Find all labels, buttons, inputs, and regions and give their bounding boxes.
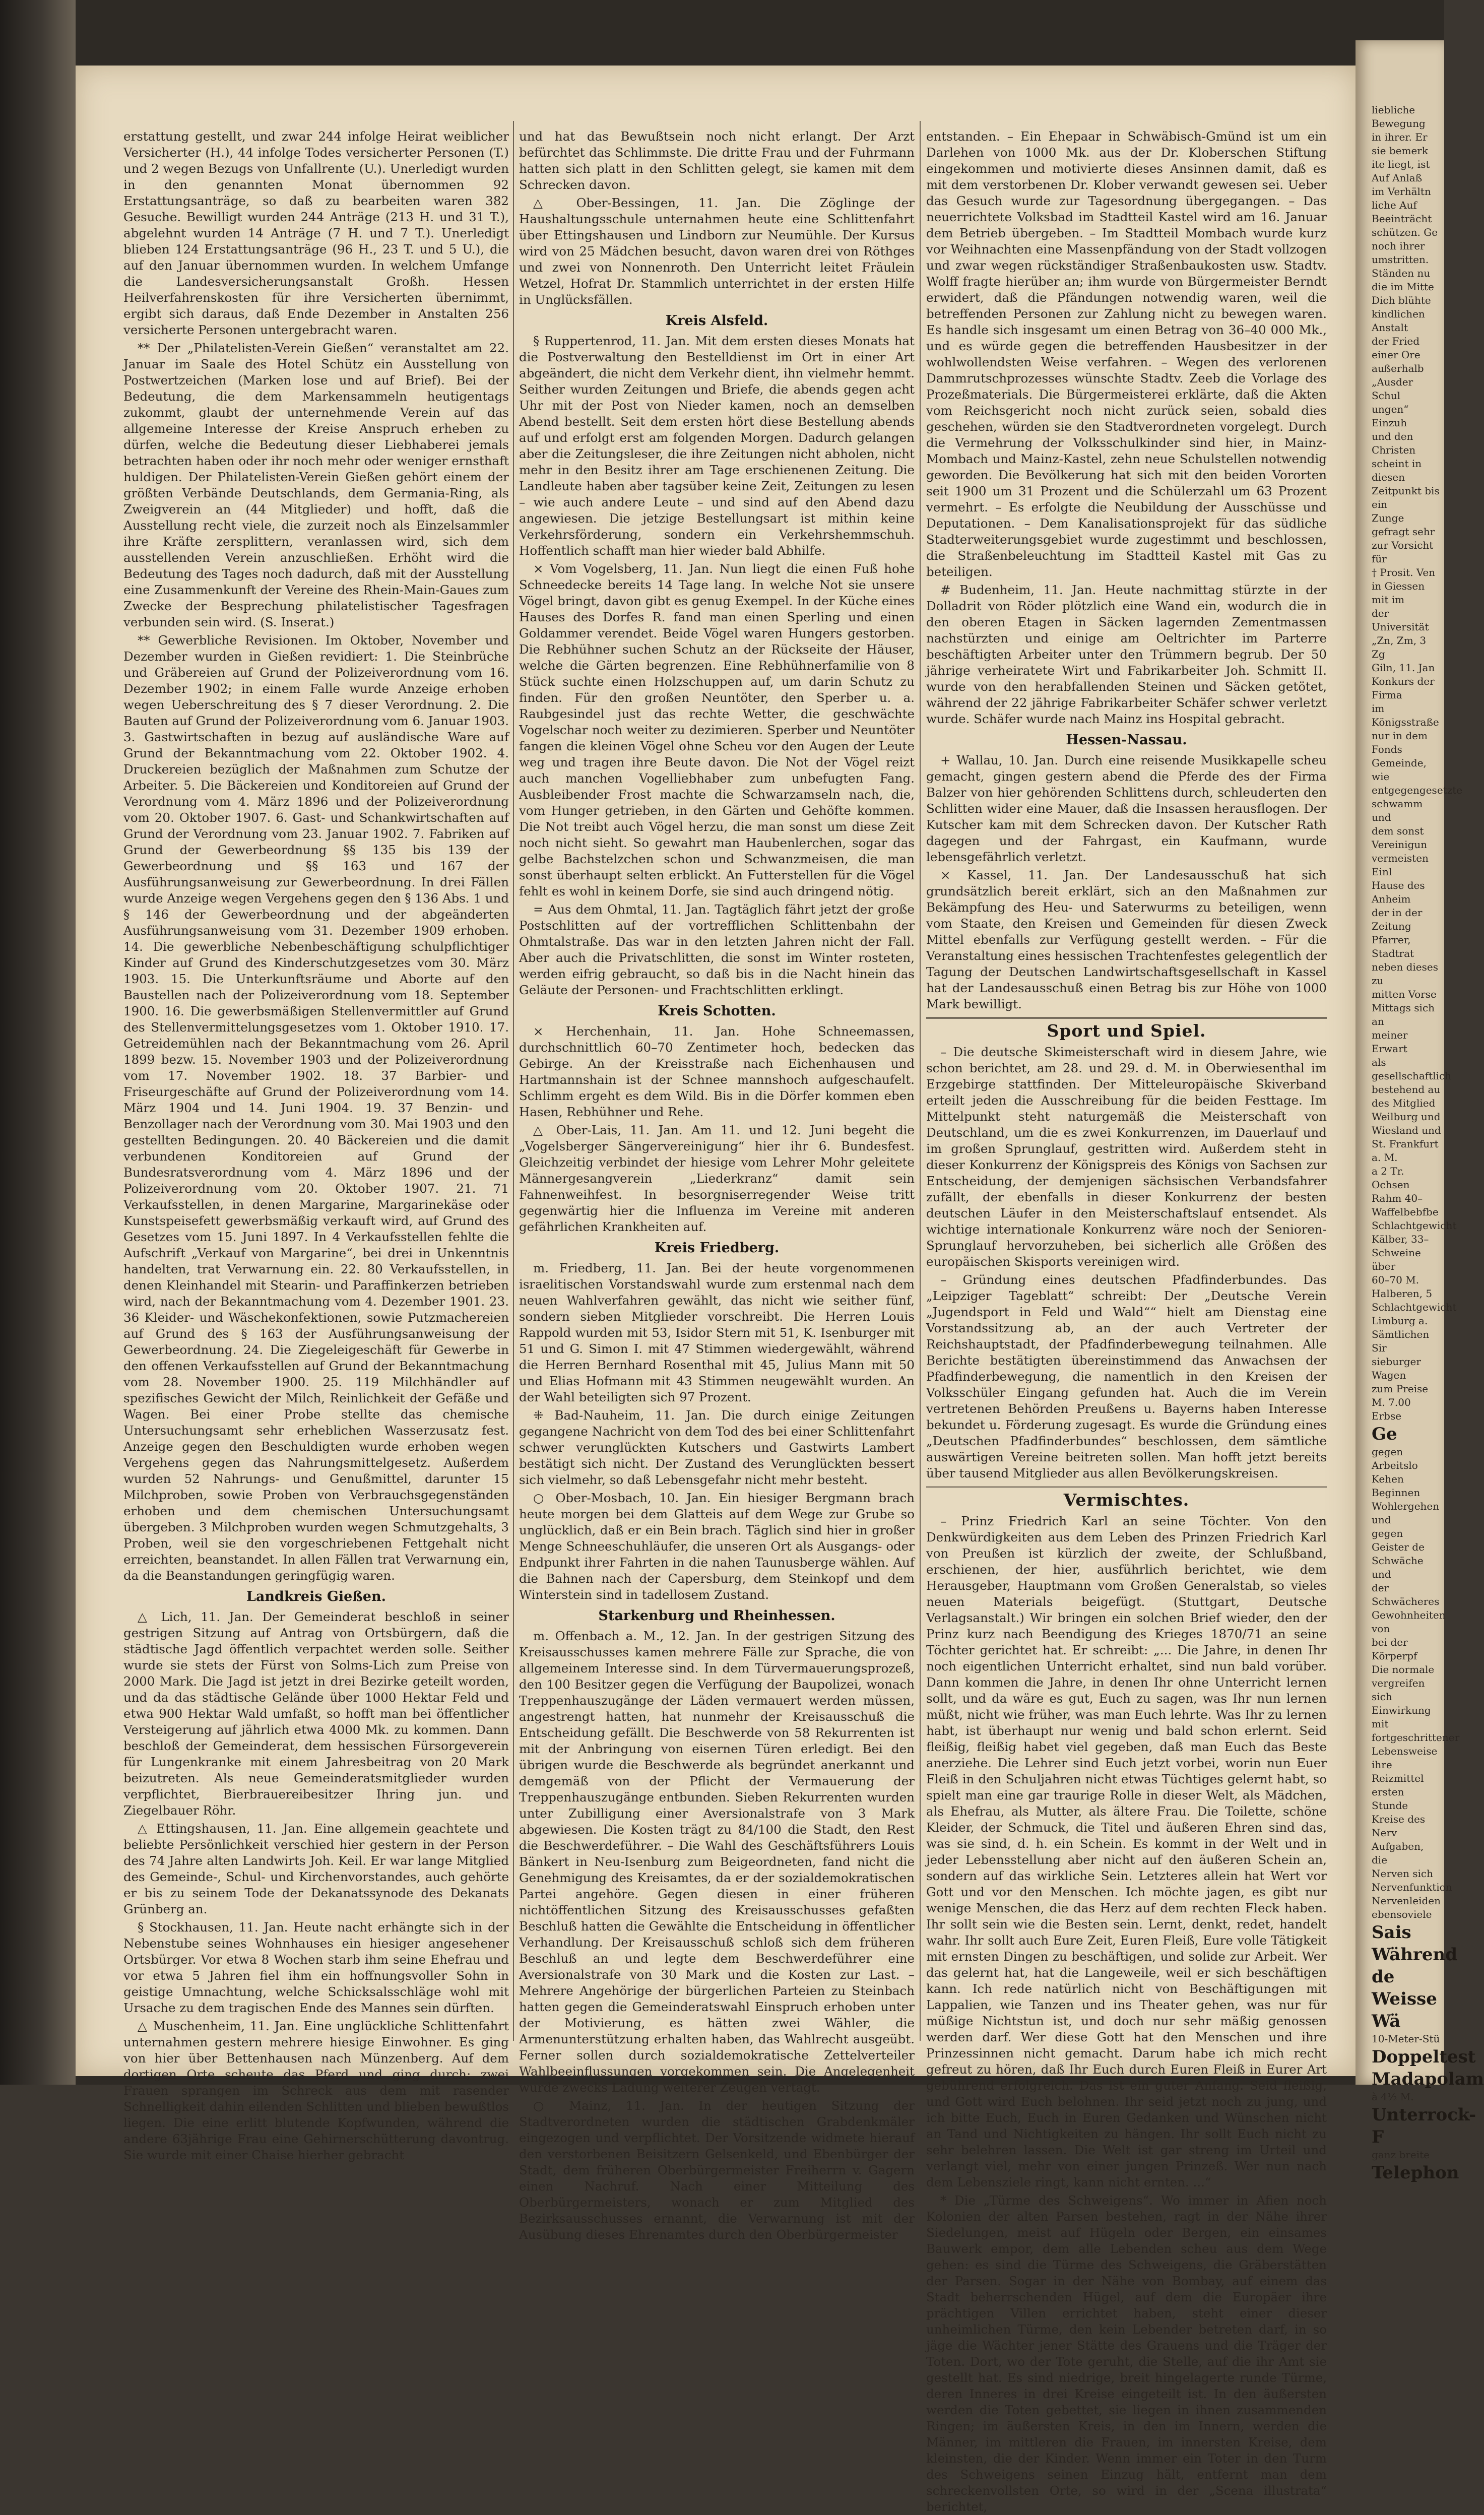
article-text: ⁜ Bad-Nauheim, 11. Jan. Die durch einige Zeitungen gegangene Nachricht von dem Tod des bei einer Schlittenfahrt schwer verunglückten Kutschers und Gastwirts Lambert bestätigt sich nicht. Der Zustand des Verunglückten bessert sich vielmehr, so daß Lebensgefahr nicht mehr besteht. bbox=[519, 1408, 915, 1487]
adjacent-page-text bbox=[1372, 103, 1484, 2183]
adjacent-page-line: gegen Arbeitslo bbox=[1372, 1446, 1418, 1471]
article-text: erstattung gestellt, und zwar 244 infolge Heirat weiblicher Versicherter (H.), 44 infolge Todes versicherter Personen (T.) und 2 wegen Bezugs von Unfallrente (U.). Unerledigt wurden in den genannten Monat übernommen 92 Erstattungsanträge, so daß zu bearbeiten waren 382 Gesuche. Bewilligt wurden 244 Anträge (213 H. und 31 T.), abgelehnt wurden 14 Anträge (7 H. und 7 T.). Unerledigt blieben 124 Erstattungsanträge (96 H., 23 T. und 5 U.), die auf den Januar übernommen wurden. In welchem Umfange die Landesversicherungsanstalt Großh. Hessen Heilverfahrenskosten für ihre Versicherten übernimmt, ergibt sich daraus, daß Ende Dezember in Anstalten 256 versicherte Personen untergebracht waren. bbox=[123, 129, 509, 337]
adjacent-page-line: St. Frankfurt a. M. bbox=[1372, 1138, 1439, 1164]
adjacent-page-line: mitten Vorse bbox=[1372, 988, 1437, 1000]
adjacent-page-line: der Universität bbox=[1372, 607, 1429, 633]
adjacent-page-line: Lebensweise bbox=[1372, 1745, 1438, 1757]
adjacent-page-line: Doppeltest bbox=[1372, 2047, 1476, 2067]
adjacent-page-line: neben dieses zu bbox=[1372, 961, 1438, 987]
article-text: ○ Ober-Mosbach, 10. Jan. Ein hiesiger Bergmann brach heute morgen bei dem Glatteis auf dem Wege zur Grube so unglücklich, daß er ein Bein brach. Täglich sind hier in großer Menge Schneeschuhläufer, die unseren Ort als Ausgangs- oder Endpunkt ihrer Fahrten in die nahen Taunusberge wählen. Auf die Bahnen nach der Capersburg, dem Steinkopf und dem Winterstein sind in tadellosem Zustand. bbox=[519, 1491, 915, 1602]
adjacent-page-line: Weisse Wä bbox=[1372, 1989, 1437, 2031]
adjacent-page-line: kindlichen bbox=[1372, 308, 1425, 320]
adjacent-page-line: Kälber, 33– bbox=[1372, 1233, 1429, 1245]
adjacent-page-line: Schlachtgewicht bbox=[1372, 1219, 1457, 1232]
divider bbox=[926, 1487, 1327, 1488]
section-heading: Hessen-Nassau. bbox=[1066, 732, 1187, 748]
adjacent-page-line: Halberen, 5 bbox=[1372, 1287, 1433, 1300]
adjacent-page-line: Konkurs der Firma bbox=[1372, 675, 1435, 701]
adjacent-page-line: im Königsstraße bbox=[1372, 702, 1439, 728]
adjacent-page-line: der in der Zeitung bbox=[1372, 907, 1423, 932]
adjacent-page-line: Aufgaben, die bbox=[1372, 1840, 1424, 1866]
column-3 bbox=[926, 128, 1327, 2514]
adjacent-page-line: Während de bbox=[1372, 1945, 1458, 1987]
section-heading: Starkenburg und Rheinhessen. bbox=[598, 1608, 835, 1624]
article-text: △ Ettingshausen, 11. Jan. Eine allgemein geachtete und beliebte Persönlichkeit verschied hier gestern in der Person des 74 Jahre alten Landwirts Joh. Keil. Er war lange Mitglied des Gemeinde-, Schul- und Kirchenvorstandes, auch gehörte er bis zu seinem Tode der Dekanatssynode des Dekanats Grünberg an. bbox=[123, 1821, 509, 1916]
article-text: × Vom Vogelsberg, 11. Jan. Nun liegt die einen Fuß hohe Schneedecke bereits 14 Tage lang. In welche Not sie unsere Vögel bringt, davon gibt es genug Exempel. In der Küche eines Hauses des Dorfes R. fand man einen Sperling und einen Goldammer verendet. Beide Vögel waren Hungers gestorben. Die Rebhühner suchen Schutz an der Rückseite der Häuser, welche die Gärten begrenzen. Eine Rebhühnerfamilie von 8 Stück suchte einen Holzschuppen auf, um darin Schutz zu finden. Für den großen Neuntöter, den Sperber u. a. Raubgesindel just das rechte Wetter, die geschwächte Vogelschar noch weiter zu dezimieren. Sperber und Neuntöter fangen die kleinen Vögel ohne Scheu vor den Augen der Leute weg und tragen ihre Beute davon. Die Not der Vögel reizt auch manchen Vogelliebhaber zum unbefugten Fang. Ausbleibender Frost machte die Schwarzamseln nach, die, vom Hunger getrieben, in den Gärten und Gehöfte kommen. Die Not treibt auch Vögel herzu, die man sonst um diese Zeit noch nicht sieht. So gewahrt man Haubenlerchen, sogar das gelbe Bachstelzchen schon und Schwanzmeisen, die man sonst überhaupt selten erblickt. An Futterstellen für die Vögel fehlt es wohl in keinem Dorfe, sie sind auch dringend nötig. bbox=[519, 561, 915, 898]
adjacent-page-line: M. 7.00 Erbse bbox=[1372, 1396, 1411, 1422]
adjacent-page-line: Waffelbebfbe bbox=[1372, 1206, 1439, 1218]
adjacent-page-line: Ständen nu bbox=[1372, 267, 1431, 279]
adjacent-page-line: im Verhältn bbox=[1372, 185, 1431, 198]
adjacent-page-line: Gewohnheiten von bbox=[1372, 1609, 1446, 1635]
binding-shadow bbox=[0, 0, 76, 2085]
adjacent-page-line: 10-Meter-Stü bbox=[1372, 2033, 1440, 2045]
divider bbox=[926, 1017, 1327, 1019]
adjacent-page-line: Ge bbox=[1372, 1424, 1397, 1444]
adjacent-page-line: a 2 Tr. Ochsen bbox=[1372, 1165, 1410, 1191]
article-text: ** Der „Philatelisten-Verein Gießen“ veranstaltet am 22. Januar im Saale des Hotel Schütz ein Ausstellung von Postwertzeichen (Marken lose und auf Brief). Bei der Bedeutung, die dem Markensammeln heutigentags zukommt, glaubt der unternehmende Verein auf das allgemeine Interesse der Kreise Anspruch erheben zu dürfen, welche die Bedeutung dieser Liebhaberei jemals betrachten haben oder ihr noch mehr oder weniger ernsthaft huldigen. Der Philatelisten-Verein Gießen gehört einem der größten Verbände Deutschlands, dem Germania-Ring, als Zweigverein an (44 Mitglieder) und hofft, daß die Ausstellung recht viele, die zurzeit noch als Einzelsammler ihre Kräfte zersplittern, veranlassen wird, sich dem ausstellenden Verein anzuschließen. Erhöht wird die Bedeutung des Tages noch dadurch, daß mit der Ausstellung eine Zusammenkunft der Vereine des Rhein-Main-Gaues zum Zwecke der Besprechung philatelistischer Tagesfragen verbunden sein wird. (S. Inserat.) bbox=[123, 341, 509, 629]
adjacent-page-line: Nervenleiden bbox=[1372, 1895, 1441, 1907]
adjacent-page-line: scheint in diesen bbox=[1372, 458, 1422, 483]
adjacent-page-line: liche Auf bbox=[1372, 199, 1417, 211]
adjacent-page-line: noch ihrer bbox=[1372, 240, 1425, 252]
adjacent-page-line: Madapolam bbox=[1372, 2069, 1484, 2089]
adjacent-page-line: einer Ore bbox=[1372, 349, 1421, 361]
adjacent-page-line: sieburger Wagen bbox=[1372, 1356, 1421, 1381]
article-text: = Aus dem Ohmtal, 11. Jan. Tagtäglich fährt jetzt der große Postschlitten auf der vortrefflichen Schlittenbahn der Ohmtalstraße. Das war in den letzten Jahren nicht der Fall. Aber auch die Privatschlitten, die sonst im Winter rosteten, werden eifrig gebraucht, so daß bis in die Nacht hinein das Geläute der Personen- und Frachtschlitten erklingt. bbox=[519, 902, 915, 997]
adjacent-page-line: zur Vorsicht für bbox=[1372, 539, 1434, 565]
section-heading: Kreis Schotten. bbox=[658, 1003, 776, 1019]
adjacent-page-line: ite liegt, ist bbox=[1372, 158, 1430, 170]
adjacent-page-line: ihre Reizmittel bbox=[1372, 1759, 1424, 1784]
adjacent-page-line: ganz breite bbox=[1372, 2149, 1430, 2161]
section-heading: Kreis Alsfeld. bbox=[665, 313, 768, 329]
article-text: # Budenheim, 11. Jan. Heute nachmittag stürzte in der Dolladrit von Röder plötzlich eine Wand ein, wodurch die in den oberen Etagen in Säcken lagernden Zementmassen nachstürzten und einige am Oeltrichter im Parterre beschäftigten Arbeiter unter den Trümmern begrub. Der 50 jährige verheiratete Wirt und Fabrikarbeiter Joh. Schmitt II. wurde von den herabfallenden Steinen und Säcken getötet, während der 22 jährige Fabrikarbeiter Schäfer schwer verletzt wurde. Schäfer wurde nach Mainz ins Hospital gebracht. bbox=[926, 583, 1327, 726]
adjacent-page-line: ebensoviele bbox=[1372, 1908, 1432, 1920]
article-text: – Die deutsche Skimeisterschaft wird in diesem Jahre, wie schon berichtet, am 28. und 29. d. M. in Oberwiesenthal im Erzgebirge stattfinden. Der Mitteleuropäische Skiverband erteilt jeden die Ausschreibung für die beiden Festtage. Im Mittelpunkt steht naturgemäß die Meisterschaft von Deutschland, um die es zwei Konkurrenzen, im Dauerlauf und im großen Sprunglauf, gestritten wird. Außerdem steht in dieser Konkurrenz der Königspreis des Königs von Sachsen zur Entscheidung, der demjenigen sächsischen Verbandsfahrer zufällt, der ebenfalls in dieser Konkurrenz der besten deutschen Läufer in den Meisterschaftslauf entsendet. Als wichtige internationale Konkurrenz wäre noch der Senioren-Sprunglauf hervorzuheben, bei sicherlich alle Größen des europäischen Skisports vereinigen wird. bbox=[926, 1045, 1327, 1269]
adjacent-page-line: die im Mitte bbox=[1372, 281, 1434, 293]
adjacent-page-line: vergreifen sich bbox=[1372, 1677, 1425, 1703]
section-heading: Vermischtes. bbox=[1063, 1490, 1190, 1510]
article-text: ** Gewerbliche Revisionen. Im Oktober, November und Dezember wurden in Gießen revidiert: 1. Die Steinbrüche und Gräbereien auf Grund der Polizeiverordnung vom 16. Dezember 1902; in einem Falle wurde Anzeige erhoben wegen Ueberschreitung des § 7 dieser Verordnung. 2. Die Bauten auf Grund der Polizeiverordnung vom 6. Januar 1903. 3. Gastwirtschaften in bezug auf ausländische Ware auf Grund der Bekanntmachung vom 22. Oktober 1902. 4. Druckereien bezüglich der Maßnahmen zum Schutze der Arbeiter. 5. Die Bäckereien und Konditoreien auf Grund der Verordnung vom 4. März 1896 und der Polizeiverordnung vom 20. Oktober 1907. 6. Gast- und Schankwirtschaften auf Grund der Verordnung vom 23. Januar 1902. 7. Fabriken auf Grund der Gewerbeordnung §§ 135 bis 139 der Gewerbeordnung und §§ 163 und 167 der Ausführungsanweisung zur Gewerbeordnung. In drei Fällen wurde Anzeige wegen Vergehens gegen den § 136 Abs. 1 und § 146 der Gewerbeordnung und der abgeänderten Ausführungsanweisung vom 31. Dezember 1909 erhoben. 14. Die gewerbliche Nebenbeschäftigung schulpflichtiger Kinder auf Grund des Kinderschutzgesetzes vom 30. März 1903. 15. Die Unterkunftsräume und Aborte auf den Baustellen nach der Polizeiverordnung vom 18. September 1900. 16. Die gewerbsmäßigen Stellenvermittler auf Grund des Stellenvermittelungsgesetzes vom 1. Oktober 1910. 17. Getreidemühlen nach der Bekanntmachung vom 26. April 1899 bezw. 15. November 1903 und der Polizeiverordnung vom 17. November 1902. 18. 37 Barbier- und Friseurgeschäfte auf Grund der Polizeiverordnung vom 14. März 1904 und 14. Juni 1904. 19. 37 Benzin- und Benzollager nach der Verordnung vom 30. Mai 1903 und den gestellten Bedingungen. 20. 40 Bäckereien und die damit verbundenen Konditoreien auf Grund der Bundesratsverordnung vom 4. März 1896 und der Polizeiverordnung vom 20. Oktober 1907. 21. 71 Verkaufsstellen, in denen Margarine, Margarinekäse oder Kunstspeisefett gewerbsmäßig verkauft wird, auf Grund des Gesetzes vom 15. Juni 1897. In 4 Verkaufsstellen fehlte die Aufschrift „Verkauf von Margarine“, bei drei in Unkenntnis handelten, trat Verwarnung ein. 22. 80 Verkaufsstellen, in denen Kleinhandel mit Stearin- und Paraffinkerzen betrieben wird, nach der Bekanntmachung vom 4. Dezember 1901. 23. 36 Kleider- und Wäschekonfektionen, sowie Putzmachereien auf Grund des § 163 der Ausführungsanweisung der Gewerbeordnung. 24. Die Ziegeleigeschäft für Gewerbe in den offenen Verkaufsstellen auf Grund der Bekanntmachung vom 28. November 1900. 25. 119 Milchhändler auf spezifisches Gewicht der Milch, Reinlichkeit der Gefäße und Wagen. Bei einer Probe stellte das chemische Untersuchungsamt sehr erheblichen Wasserzusatz fest. Anzeige gegen den Beschuldigten wurde erhoben wegen Vergehens gegen das Nahrungsmittelgesetz. Außerdem wurden 52 Nahrungs- und Genußmittel, darunter 15 Milchproben, sowie Proben von Verbrauchsgegenständen erhoben und dem chemischen Untersuchungsamt übergeben. 3 Milchproben wurden wegen Schmutzgehalts, 3 Proben, weil sie den vorgeschriebenen Fettgehalt nicht erreichten, beanstandet. In allen Fällen trat Verwarnung ein, da die Beanstandungen geringfügig waren. bbox=[123, 633, 509, 1583]
adjacent-page-line: Schlachtgewicht bbox=[1372, 1301, 1457, 1313]
adjacent-page-line: à 4½ M. bbox=[1372, 2091, 1414, 2103]
adjacent-page-line: Einwirkung mit bbox=[1372, 1704, 1431, 1730]
article-text: § Stockhausen, 11. Jan. Heute nacht erhängte sich in der Nebenstube seines Wohnhauses ein hiesiger angesehener Ortsbürger. Vor etwa 8 Wochen starb ihm seine Ehefrau und vor etwa 5 Jahren fiel ihm ein hoffnungsvoller Sohn in geistige Umnachtung, welche Schicksalsschläge wohl mit Ursache zu dem tragischen Ende des Mannes sein dürften. bbox=[123, 1920, 509, 2015]
article-text: – Prinz Friedrich Karl an seine Töchter. Von den Denkwürdigkeiten aus dem Leben des Prinzen Friedrich Karl von Preußen ist kürzlich der zweite, der Schlußband, erschienen, der hier, ausführlich berichtet, wie dem Herausgeber, Hauptmann vom Großen Generalstab, so vieles neuen Materials beigefügt. (Stuttgart, Deutsche Verlagsanstalt.) Wir bringen ein solchen Brief wieder, den der Prinz kurz nach Beendigung des Krieges 1870/71 an seine Töchter gerichtet hat. Er schreibt: „... Die Jahre, in denen Ihr noch eigentlichen Unterricht erhaltet, sind nun bald vorüber. Dann kommen die Jahre, in denen Ihr ohne Unterricht lernen sollt, und da wäre es gut, Euch zu sagen, was Ihr nun lernen müßt, nicht wie früher, was man Euch lehrte. Was Ihr zu lernen habt, ist überhaupt nur wenig und bald schon erlernt. Seid fleißig, fleißig habet viel gegeben, daß man Euch das Beste anerziehe. Die Lehrer sind Euch jetzt vorbei, worin nun Euer Fleiß in den Schuljahren nicht etwas Tüchtiges gelernt habt, so spielt man eine gar traurige Rolle in dieser Welt, als Mädchen, als Ehefrau, als Mutter, als ältere Frau. Die Toilette, schöne Kleider, der Schmuck, die Titel und äußeren Ehren sind das, was sie sind, d. h. ein Schein. Es kommt in der Welt und in jeder Lebensstellung aber nicht auf den äußeren Schein an, sondern auf das wirkliche Sein. Letzteres allein hat Wert vor Gott und vor den Menschen. Ich möchte jagen, es gibt nur wenige Menschen, die das Herz auf dem rechten Fleck haben. Ihr sollt sein wie die Besten sein. Lernt, denkt, redet, handelt wahr. Ihr sollt auch Eure Zeit, Euren Fleiß, Eure volle Tätigkeit mit ernsten Dingen zu beschäftigen, und solide zur Arbeit. Wer das gelernt hat, hat die Langeweile, weil er sich beschäftigen kann. Ich rede natürlich nicht von Beschäftigungen mit Lappalien, wie Tanzen und ins Theater gehen, was nur für müßige Nichtstun ist, und doch nur sehr mäßig genossen werden darf. Wer diese Gott hat den Menschen und ihre Prinzessinnen nicht gemacht. Darum habe ich mich recht gefreut zu hören, daß Ihr Euch durch Euren Fleiß in Eurer Art gebührend erfolgreich. Das ist ein guter Anfang. Seid fleißig, und Gott wird Euch belohnen. Ihr seid jetzt noch zu jung, und ich bitte Euch, Euch in Euren Gedanken und Wünschen nicht an Tand und Nichtigkeiten zu hängen. Ihr sollt Euch nicht zu sehr belehren lassen. Die Welt ist gar streng im Urteil und verlangt viel, mehr von einer jungen Prinzeß. Wer nun nach dem Lebensziele ringt, kann nicht ernten. ...“ bbox=[926, 1514, 1327, 2189]
adjacent-page-line: umstritten. bbox=[1372, 253, 1429, 266]
adjacent-page-line: Sais bbox=[1372, 1922, 1411, 1943]
adjacent-page-line: fortgeschrittener bbox=[1372, 1731, 1460, 1744]
article-text: △ Lich, 11. Jan. Der Gemeinderat beschloß in seiner gestrigen Sitzung auf Antrag von Ortsbürgern, daß die städtische Jagd öffentlich verpachtet werden solle. Seither wurde sie stets der Fürst von Solms-Lich zum Preise von 2000 Mark. Die Jagd ist jetzt in drei Bezirke geteilt worden, und da das städtische Gelände über 1000 Hektar Feld und etwa 900 Hektar Wald umfaßt, so hofft man bei öffentlicher Versteigerung auf jährlich etwa 4000 Mk. zu kommen. Dann beschloß der Gemeinderat, dem hessischen Fürsorgeverein für Lungenkranke mit einem Jahresbeitrag von 20 Mark beizutreten. Als neue Gemeinderatsmitglieder wurden verpflichtet, Bierbrauereibesitzer Ihring jun. und Ziegelbauer Röhr. bbox=[123, 1609, 509, 1818]
section-heading: Kreis Friedberg. bbox=[654, 1240, 780, 1256]
column-1 bbox=[123, 128, 509, 2162]
adjacent-page-line: und den Christen bbox=[1372, 430, 1416, 456]
article-text: m. Friedberg, 11. Jan. Bei der heute vorgenommenen israelitischen Vorstandswahl wurde zum erstenmal nach dem neuen Wahlverfahren gewählt, das nicht wie seither fünf, sondern sieben Mitglieder vorschreibt. Die Herren Louis Rappold wurden mit 53, Isidor Stern mit 51, K. Isenburger mit 51 und G. Simon I. mit 47 Stimmen wiedergewählt, während die Herren Bernhard Rosenthal mit 45, Julius Mann mit 50 und Elias Hofmann mit 43 Stimmen neugewählt wurden. An der Wahl beteiligten sich 97 Prozent. bbox=[519, 1261, 915, 1404]
adjacent-page-line: liebliche Bewegung bbox=[1372, 104, 1426, 130]
adjacent-page-line: der Fried bbox=[1372, 335, 1420, 347]
article-text: entstanden. – Ein Ehepaar in Schwäbisch-Gmünd ist um ein Darlehen von 1000 Mk. aus der Dr. Kloberschen Stiftung eingekommen und motivierte dieses Ansinnen damit, daß es mit dem verstorbenen Dr. Klober verwandt gewesen sei. Ueber das Gesuch wurde zur Tagesordnung übergegangen. – Das neuerrichtete Volksbad im Stadtteil Kastel wird am 16. Januar dem Betrieb übergeben. – Im Stadtteil Mombach wurde kurz vor Weihnachten eine Massenpfändung von der Stadt vollzogen und zwar wegen rückständiger Straßenbaukosten usw. Stadtv. Wolff fragte hierüber an; ihm wurde von Bürgermeister Berndt erwidert, daß die Pfändungen notwendig waren, weil die betreffenden Personen zur Zahlung nicht zu bewegen waren. Es handle sich insgesamt um einen Betrag von 36–40 000 Mk., und es würde gegen die betreffenden Hausbesitzer in der wohlwollendsten Weise verfahren. – Wegen des verlorenen Dammrutschprozesses wünschte Stadtv. Zeeb die Vorlage des Prozeßmaterials. Die Bürgermeisterei erklärte, daß die Akten vom Reichsgericht noch nicht zurück seien, sobald dies geschehen, würden sie den Stadtverordneten vorgelegt. Durch die Vermehrung der Volksschulkinder sind hier, in Mainz-Mombach und Mainz-Kastel, zehn neue Schulstellen notwendig geworden. Die Bevölkerung hat sich mit den beiden Vororten seit 1900 um 31 Prozent und die Schülerzahl um 63 Prozent vermehrt. – Es erfolgte die Neubildung der Ausschüsse und Deputationen. – Dem Kanalisationsprojekt für das südliche Stadterweiterungsgebiet wurde zugestimmt und beschlossen, die Straßenbeleuchtung im Stadtteil Kastel mit Gas zu beteiligen. bbox=[926, 129, 1327, 579]
article-text: ○ Mainz, 11. Jan. In der heutigen Sitzung der Stadtverordneten wurden die städtischen Grabdenkmäler eingezogen und verpflichtet. Der Vorsitzende widmete hierauf den verstorbenen Beisitzern Gelsenkeld, und Ebenbürger der Stadt, dem früheren Oberbürgermeister Freiherrn v. Gagern einen Nachruf. Nach einer Mitteilung des Oberbürgermeisters, wonach er zum Mitglied des Bezirksausschusses ernannt, die Verwarnung ist mit der Ausübung dieses Ehrenamtes durch den Oberbürgermeister bbox=[519, 2098, 915, 2242]
adjacent-page-line: in Giessen mit im bbox=[1372, 580, 1425, 606]
adjacent-page-line: Rahm 40– bbox=[1372, 1192, 1423, 1204]
adjacent-page-line: Nervenfunktion bbox=[1372, 1881, 1452, 1893]
adjacent-page-line: Unterrock-F bbox=[1372, 2105, 1476, 2147]
article-text: § Ruppertenrod, 11. Jan. Mit dem ersten dieses Monats hat die Postverwaltung den Bestelldienst im Ort in einer Art abgeändert, die nicht dem Verkehr dient, ihn vielmehr hemmt. Seither wurden Zeitungen und Briefe, die abends gegen acht Uhr mit der Post von Nieder kamen, noch an demselben Abend bestellt. Seit dem ersten hört diese Bestellung abends auf und erfolgt erst am folgenden Morgen. Dadurch gelangen aber die Zeitungsleser, die ihre Zeitungen nicht abholen, nicht mehr in den Besitz ihrer am Tage erschienenen Zeitung. Die Landleute haben aber tagsüber keine Zeit, Zeitungen zu lesen – wie auch andere Leute – und sind auf den Abend dazu angewiesen. Die jetzige Bestellungsart ist mithin keine Verkehrsförderung, sondern ein Verkehrshemmschuh. Hoffentlich schafft man hier wieder bald Abhilfe. bbox=[519, 334, 915, 558]
adjacent-page-line: zum Preise bbox=[1372, 1383, 1429, 1395]
article-text: △ Muschenheim, 11. Jan. Eine unglückliche Schlittenfahrt unternahmen gestern mehrere hiesige Einwohner. Es ging von hier über Bettenhausen nach Münzenberg. Auf dem dortigen Orte scheute das Pferd und ging durch; zwei Frauen sprangen im Schreck aus dem mit rasender Schnelligkeit dahin eilenden Schlitten und blieben bewußtlos liegen. Die eine erlitt blutende Kopfwunden, während die andere 63jährige Frau eine Gehirnerschütterung davontrug. Sie wurde mit einer Chaise hierher gebracht bbox=[123, 2019, 509, 2162]
article-text: × Herchenhain, 11. Jan. Hohe Schneemassen, durchschnittlich 60–70 Zentimeter hoch, bedecken das Gebirge. An der Kreisstraße nach Eichenhausen und Hartmannshain ist der Schnee mannshoch aufgeschaufelt. Schlimm ergeht es dem Wild. Bis in die Dörfer kommen eben Hasen, Rebhühner und Rehe. bbox=[519, 1024, 915, 1119]
adjacent-page-line: Giln, 11. Jan bbox=[1372, 662, 1435, 674]
adjacent-page-line: Telephon bbox=[1372, 2163, 1459, 2183]
adjacent-page-line: Kreise des Nerv bbox=[1372, 1813, 1426, 1839]
adjacent-page-line: Schwäche und bbox=[1372, 1555, 1424, 1580]
adjacent-page-line: Weilburg und bbox=[1372, 1111, 1441, 1123]
adjacent-page-line: als gesellschaftlich bbox=[1372, 1056, 1452, 1082]
adjacent-page-line: Schweine über bbox=[1372, 1247, 1421, 1272]
adjacent-page-line: Beeinträcht bbox=[1372, 213, 1432, 225]
adjacent-page-line: Hause des Anheim bbox=[1372, 879, 1425, 905]
section-heading: Landkreis Gießen. bbox=[246, 1589, 386, 1604]
adjacent-page-line: Zunge gefragt sehr bbox=[1372, 512, 1435, 538]
adjacent-page-line: ersten Stunde bbox=[1372, 1786, 1408, 1812]
article-text: + Wallau, 10. Jan. Durch eine reisende Musikkapelle scheu gemacht, gingen gestern abend die Pferde des der Firma Balzer von hier gehörenden Schlittens durch, schleuderten den Schlitten wider eine Mauer, daß die Insassen herausflogen. Der Kutscher kam mit dem Schrecken davon. Der Kutscher Rath dagegen und der Fahrgast, ein Kaufmann, wurde lebensgefährlich verletzt. bbox=[926, 753, 1327, 864]
adjacent-page-line: Wiesland und bbox=[1372, 1124, 1441, 1136]
article-text: △ Ober-Bessingen, 11. Jan. Die Zöglinge der Haushaltungsschule unternahmen heute eine Schlittenfahrt über Ettingshausen und Lindborn zur Neumühle. Der Kursus wird von 25 Mädchen besucht, davon waren drei von Röthges und zwei von Nonnenroth. Den Unterricht leitet Fräulein Wetzel, Hofrat Dr. Stammlich unterrichtet in der ersten Hilfe in Unglücksfällen. bbox=[519, 196, 915, 307]
adjacent-page-line: Gemeinde, wie bbox=[1372, 757, 1427, 783]
article-text: × Kassel, 11. Jan. Der Landesausschuß hat sich grundsätzlich bereit erklärt, sich an den Maßnahmen zur Bekämpfung des Heu- und Saterwurms zu beteiligen, wenn vom Staate, den Kreisen und Gemeinden für diesen Zweck Mittel ebenfalls zur Verfügung gestellt werden. – Für die Veranstaltung eines hessischen Trachtenfestes gelegentlich der Tagung der Deutschen Landwirtschaftsgesellschaft in Kassel hat der Landesausschuß einen Betrag bis zur Höhe von 1000 Mark bewilligt. bbox=[926, 868, 1327, 1011]
adjacent-page-line: Kehen Beginnen bbox=[1372, 1473, 1421, 1499]
section-heading: Sport und Spiel. bbox=[1047, 1021, 1206, 1041]
adjacent-page-line: Sämtlichen Sir bbox=[1372, 1328, 1430, 1354]
adjacent-page-line: Zeitpunkt bis ein bbox=[1372, 485, 1440, 510]
adjacent-page-line: außerhalb bbox=[1372, 362, 1424, 374]
adjacent-page-line: der Schwächeres bbox=[1372, 1582, 1440, 1607]
adjacent-page-line: Nerven sich bbox=[1372, 1867, 1434, 1880]
adjacent-page-line: nur in dem Fonds bbox=[1372, 730, 1428, 755]
adjacent-page-line: meiner Erwart bbox=[1372, 1029, 1408, 1055]
adjacent-page-line: „Zn, Zm, 3 Zg bbox=[1372, 634, 1427, 660]
article-text: und hat das Bewußtsein noch nicht erlangt. Der Arzt befürchtet das Schlimmste. Die dritte Frau und der Fuhrmann hatten sich platt in den Schlitten gelegt, sie kamen mit dem Schrecken davon. bbox=[519, 129, 915, 192]
adjacent-page-line: schwamm und bbox=[1372, 798, 1423, 823]
adjacent-page-line: Pfarrer, Stadtrat bbox=[1372, 934, 1414, 959]
adjacent-page-line: bei der Körperpf bbox=[1372, 1636, 1417, 1662]
adjacent-page-line: Limburg a. bbox=[1372, 1315, 1428, 1327]
adjacent-page-line: entgegengesetzte bbox=[1372, 784, 1463, 796]
adjacent-page-line: Auf Anlaß bbox=[1372, 172, 1423, 184]
adjacent-page-line: 60–70 M. bbox=[1372, 1274, 1420, 1286]
adjacent-page-line: † Prosit. Ven bbox=[1372, 566, 1436, 578]
adjacent-page-line: dem sonst Vereinigun bbox=[1372, 825, 1428, 851]
adjacent-page-line: gegen Geister de bbox=[1372, 1527, 1425, 1553]
adjacent-page-line: Die normale bbox=[1372, 1663, 1435, 1675]
column-2 bbox=[519, 128, 915, 2242]
article-text: m. Offenbach a. M., 12. Jan. In der gestrigen Sitzung des Kreisausschusses kamen mehrere Fälle zur Sprache, die von allgemeinem Interesse sind. In dem Türvermauerungsprozeß, den 100 Besitzer gegen die Verfügung der Baupolizei, wonach Treppenhauszugänge der Läden vermauert werden müssen, angestrengt hatten, hat nunmehr der Kreisausschuß die Entscheidung gefällt. Die Beschwerde von 58 Rekurrenten ist mit der Anbringung von eisernen Türen erledigt. Bei den übrigen wurde die Beschwerde als begründet anerkannt und demgemäß von der Pflicht der Vermauerung der Treppenhauszugänge entbunden. Sieben Rekurrenten wurden unter Zubilligung einer Aversionalstrafe von 3 Mark abgewiesen. Die Kosten trägt zu 84/100 die Stadt, den Rest die Beschwerdeführer. – Die Wahl des Geschäftsführers Louis Bänkert in Neu-Isenburg zum Beigeordneten, fand nicht die Genehmigung des Kreisamtes, da er der sozialdemokratischen Partei angehöre. Gegen diesen in einer früheren nichtöffentlichen Sitzung des Kreisausschusses gefaßten Beschluß hatten die Gewählte die Entscheidung in öffentlicher Verhandlung. Der Kreisausschuß schloß sich dem früheren Beschluß an und legte dem Beschwerdeführer eine Aversionalstrafe von 30 Mark und die Kosten zur Last. – Mehrere Angehörige der bürgerlichen Parteien zu Steinbach hatten gegen die Gemeinderatswahl Einspruch erhoben unter der Motivierung, es hätten zwei Wähler, die Armenunterstützung erhalten haben, das Wahlrecht ausgeübt. Ferner sollen durch sozialdemokratische Zettelverteiler Wahlbeeinflussungen vorgekommen sein. Die Angelegenheit wurde zwecks Ladung weiterer Zeugen vertagt. bbox=[519, 1629, 915, 2095]
adjacent-page-line: des Mitglied bbox=[1372, 1097, 1436, 1109]
adjacent-page-line: Mittags sich an bbox=[1372, 1002, 1435, 1027]
adjacent-page-line: in ihrer. Er sie bemerk bbox=[1372, 131, 1428, 157]
column-rule bbox=[513, 121, 514, 2041]
adjacent-page-line: Dich blühte bbox=[1372, 294, 1431, 306]
adjacent-page-line: bestehend au bbox=[1372, 1083, 1441, 1095]
adjacent-page-line: vermeisten Einl bbox=[1372, 852, 1429, 878]
article-text: – Gründung eines deutschen Pfadfinderbundes. Das „Leipziger Tageblatt“ schreibt: Der „Deutsche Verein „Jugendsport in Feld und Wald““ hielt am Dienstag eine Vorstandssitzung ab, an der auch Vertreter der Reichshauptstadt, der Pfadfinderbewegung teilnahmen. Alle Berichte bestätigten übereinstimmend das Anwachsen der Pfadfinderbewegung, die namentlich in den Kreisen der Volksschüler Eingang gefunden hat. Auch die im Verein vertretenen Behörden Preußens u. Bayerns haben Interesse bekundet u. Förderung zugesagt. Es wurde die Gründung eines „Deutschen Pfadfinderbundes“ beschlossen, dem sämtliche auswärtigen Vereine beitreten sollen. Man hofft jetzt bereits über tausend Mitglieder aus allen Bevölkerungskreisen. bbox=[926, 1272, 1327, 1480]
article-text: △ Ober-Lais, 11. Jan. Am 11. und 12. Juni begeht die „Vogelsberger Sängervereinigung“ hier ihr 6. Bundesfest. Gleichzeitig verbindet der hiesige vom Lehrer Mohr geleitete Männergesangverein „Liederkranz“ damit sein Fahnenweihfest. In besorgniserregender Weise tritt gegenwärtig hier die Influenza im Vereine mit anderen gefährlichen Krankheiten auf. bbox=[519, 1123, 915, 1234]
adjacent-page-line: schützen. Ge bbox=[1372, 226, 1438, 238]
adjacent-page-line: Wohlergehen und bbox=[1372, 1500, 1440, 1526]
adjacent-page-line: ungen“ Einzuh bbox=[1372, 403, 1409, 429]
adjacent-page-line: „Ausder Schul bbox=[1372, 376, 1413, 402]
column-rule bbox=[920, 121, 921, 2041]
article-text: * Die „Türme des Schweigens“. Wo immer in Afien noch Kolonien der alten Parsen bestehen, ragt in der Nähe ihrer Siedelungen, meist auf Hügeln oder Bergen, ein einsames Bauwerk empor, dem alle Lebenden scheu aus dem Wege gehen: es sind die Türme des Schweigens, die Gräberstätten der Parsen. Sogar in der Nähe von Bombay, auf einem das Stadt beherrschenden Hügel, auf dem die Europäer ihre prächtigen Villen errichtet haben, steht einer dieser unheimlichen Türme, den kein Lebender betreten darf, in so jäge die Wächter jener Stätte des Grauens und die Träger der Toten. Dort, wo der Tote geruht, die Stelle, auf die ihr Amt sie gestellt hat. Es sind niedrige, breit hingelagerte runde Türme, deren Inneres in drei Kreise eingeteilt ist. In den äußersten werden die Toten gebettet, sie liegen in ihnen zusammenden Ringen; im äußersten Kreis, in den im Innern, werden die Männer, im mittleren die Frauen, im innersten Kreise, dem kleinsten, die der Kinder. Wenn immer ein Toter in den Turm des Schweigens seinen Einzug hält, entfernt man dem schreckenvollsten Orte, so wird in der „Scena illustrata“ berichtet, bbox=[926, 2193, 1327, 2514]
adjacent-page-line: Anstalt bbox=[1372, 321, 1408, 334]
